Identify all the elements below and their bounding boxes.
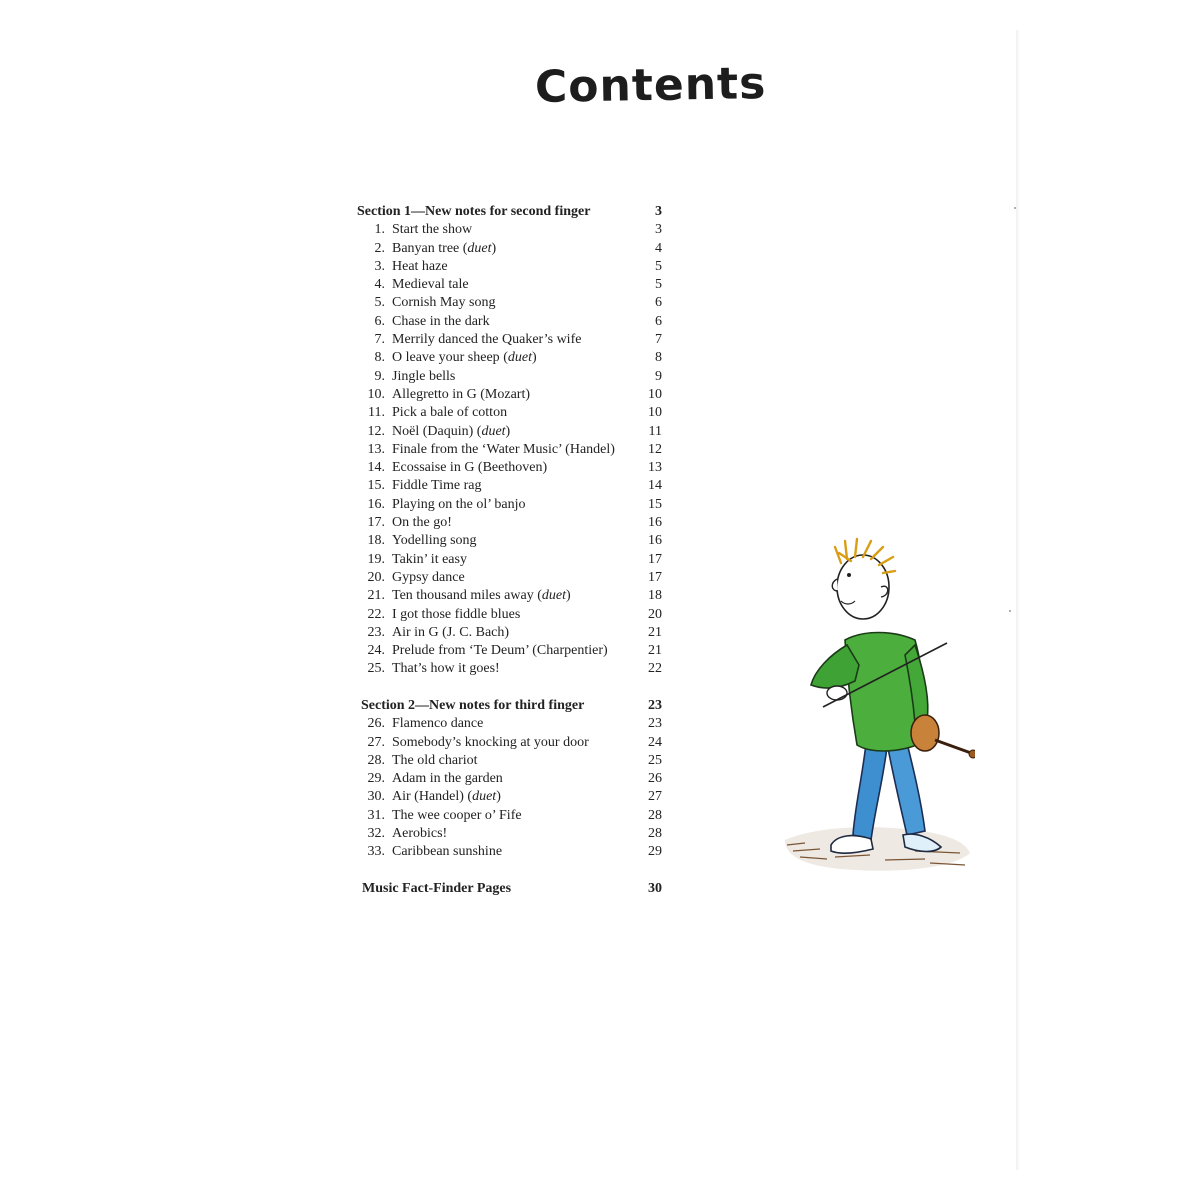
toc-entry (357, 624, 667, 642)
fact-finder-entry (357, 880, 667, 898)
entry-title (392, 606, 520, 624)
entry-title-text: Fiddle Time rag (392, 478, 482, 494)
entry-title-text: Start the show (392, 222, 473, 238)
entry-number: 19. (367, 551, 385, 567)
entry-number: 8. (374, 350, 385, 366)
entry-title-text: Ecossaise in G (Beethoven) (392, 460, 548, 476)
entry-title-text: Banyan tree (392, 240, 460, 256)
toc-entry (357, 660, 667, 678)
entry-number: 15. (367, 478, 385, 494)
page-title: Contents (534, 57, 767, 114)
entry-title-text: Playing on the ol’ banjo (392, 496, 526, 512)
entry-page: 5 (655, 277, 662, 293)
toc-entry (357, 551, 667, 569)
entry-title (392, 258, 448, 276)
entry-title (392, 459, 547, 477)
entry-number: 18. (367, 533, 385, 549)
toc-entry (357, 221, 667, 239)
toc-entry (357, 642, 667, 660)
entry-title (392, 404, 507, 422)
entry-page: 24 (648, 734, 662, 750)
entry-title-text: Flamenco dance (392, 716, 484, 732)
toc-entry (357, 788, 667, 806)
entry-title-text: Cornish May song (392, 295, 496, 311)
entry-title-text: Somebody’s knocking at your door (392, 734, 589, 750)
toc-entry (357, 368, 667, 386)
entry-page: 23 (648, 716, 662, 732)
entry-title (392, 715, 483, 733)
toc-entry (357, 386, 667, 404)
entry-page: 15 (648, 496, 662, 512)
section-page: 3 (655, 204, 662, 219)
entry-number: 10. (367, 386, 385, 402)
toc-entry (357, 313, 667, 331)
entry-number: 1. (374, 222, 385, 238)
entry-title (392, 331, 581, 349)
entry-page: 17 (648, 569, 662, 585)
entry-number: 27. (367, 734, 385, 750)
entry-page: 17 (648, 551, 662, 567)
toc-entry (357, 349, 667, 367)
bow-arm (811, 645, 859, 688)
entry-page: 8 (655, 350, 662, 366)
entry-page: 11 (648, 423, 662, 439)
entry-page: 20 (648, 606, 662, 622)
fact-finder-title: Music Fact-Finder Pages (362, 880, 512, 896)
section-page: 23 (648, 697, 662, 713)
entry-title (392, 807, 522, 825)
entry-title (392, 734, 589, 752)
entry-number: 24. (367, 643, 385, 659)
toc-entry (357, 294, 667, 312)
nose (832, 579, 838, 591)
entry-title (392, 477, 481, 495)
entry-page: 21 (648, 643, 662, 659)
entry-number: 33. (367, 844, 385, 860)
entry-title-text: That’s how it goes! (392, 661, 500, 677)
entry-title (392, 496, 526, 514)
entry-page: 3 (655, 222, 662, 238)
toc-entry (357, 258, 667, 276)
entry-title-text: Air in G (J. C. Bach) (392, 624, 510, 640)
entry-title-text: Air (Handel) (392, 789, 464, 805)
entry-title (392, 221, 472, 239)
section-heading (357, 203, 667, 221)
entry-number: 22. (367, 606, 385, 622)
toc-entry (357, 514, 667, 532)
entry-title-text: Allegretto in G (Mozart) (392, 386, 531, 402)
entry-title-text: Ten thousand miles away (392, 588, 534, 604)
entry-title-text: O leave your sheep (392, 350, 500, 366)
entry-page: 10 (648, 405, 662, 421)
entry-number: 6. (374, 313, 385, 329)
entry-title (392, 313, 490, 331)
entry-title-text: Takin’ it easy (392, 551, 467, 567)
section-title: Section 1—New notes for second finger (357, 204, 591, 219)
toc-entry (357, 752, 667, 770)
toc-entry (357, 240, 667, 258)
entry-page: 10 (648, 386, 662, 402)
entry-number: 14. (367, 460, 385, 476)
toc-entry (357, 843, 667, 861)
entry-title-text: The old chariot (392, 752, 478, 768)
entry-number: 16. (367, 496, 385, 512)
entry-title-text: On the go! (392, 515, 452, 531)
entry-page: 16 (648, 515, 662, 531)
entry-title-text: Gypsy dance (392, 569, 465, 585)
entry-number: 28. (367, 752, 385, 768)
toc-entry (357, 770, 667, 788)
entry-title (392, 752, 478, 770)
fact-finder-page: 30 (648, 880, 662, 896)
entry-title (392, 294, 495, 312)
eye (847, 573, 851, 577)
entry-page: 18 (648, 588, 662, 604)
toc-entry (357, 587, 667, 605)
entry-title (392, 825, 447, 843)
entry-title (392, 569, 465, 587)
entry-page: 16 (648, 533, 662, 549)
entry-number: 7. (374, 332, 385, 348)
entry-title-text: Caribbean sunshine (392, 844, 503, 860)
entry-number: 12. (367, 423, 385, 439)
entry-title (392, 368, 455, 386)
entry-title-text: I got those fiddle blues (392, 606, 521, 622)
section-heading (357, 697, 667, 715)
entry-title-text: Medieval tale (392, 277, 469, 293)
toc-entry (357, 423, 667, 441)
toc-section (357, 203, 667, 679)
entry-number: 17. (367, 515, 385, 531)
entry-number: 9. (374, 368, 385, 384)
entry-number: 5. (374, 295, 385, 311)
toc-entry (357, 477, 667, 495)
entry-number: 3. (374, 258, 385, 274)
entry-number: 2. (374, 240, 385, 256)
entry-title: Noël (Daquin) (duet) (392, 423, 511, 439)
page-edge (1016, 30, 1019, 1170)
entry-number: 4. (374, 277, 385, 293)
entry-title (392, 386, 530, 404)
toc-entry (357, 734, 667, 752)
toc-entry (357, 532, 667, 550)
entry-title-text: Pick a bale of cotton (392, 405, 508, 421)
entry-title (392, 276, 469, 294)
entry-title-text: The wee cooper o’ Fife (392, 807, 522, 823)
entry-title: O leave your sheep (duet) (392, 350, 537, 366)
entry-number: 29. (367, 771, 385, 787)
entry-number: 21. (367, 588, 385, 604)
entry-title: Air (Handel) (duet) (392, 789, 501, 805)
entry-note: duet (507, 350, 532, 366)
entry-number: 25. (367, 661, 385, 677)
entry-page: 29 (648, 844, 662, 860)
entry-page: 6 (655, 313, 662, 329)
entry-number: 32. (367, 825, 385, 841)
entry-title (392, 770, 503, 788)
entry-page: 28 (648, 825, 662, 841)
entry-page: 28 (648, 807, 662, 823)
toc-entry (357, 807, 667, 825)
entry-page: 7 (655, 332, 662, 348)
entry-number: 30. (367, 789, 385, 805)
toc-entry (357, 715, 667, 733)
toc-section (357, 697, 667, 862)
entry-page: 13 (648, 460, 662, 476)
entry-title-text: Merrily danced the Quaker’s wife (392, 332, 582, 348)
entry-note: duet (481, 423, 506, 439)
toc-entry (357, 496, 667, 514)
entry-page: 14 (648, 478, 662, 494)
entry-note: duet (467, 240, 492, 256)
entry-title (392, 532, 477, 550)
entry-number: 31. (367, 807, 385, 823)
entry-number: 20. (367, 569, 385, 585)
entry-title (392, 624, 509, 642)
table-of-contents (357, 203, 667, 898)
entry-page: 4 (655, 240, 662, 256)
entry-page: 12 (648, 441, 662, 457)
entry-page: 6 (655, 295, 662, 311)
toc-entry (357, 569, 667, 587)
entry-title-text: Chase in the dark (392, 313, 490, 329)
entry-note: duet (472, 789, 497, 805)
entry-page: 5 (655, 258, 662, 274)
entry-title (392, 514, 452, 532)
entry-title-text: Adam in the garden (392, 771, 503, 787)
entry-title-text: Prelude from ‘Te Deum’ (Charpentier) (392, 643, 608, 659)
toc-entry (357, 825, 667, 843)
entry-title (392, 843, 502, 861)
entry-page: 9 (655, 368, 662, 384)
entry-title (392, 660, 500, 678)
violinist-illustration (775, 535, 975, 880)
entry-title-text: Finale from the ‘Water Music’ (Handel) (392, 441, 615, 457)
entry-title-text: Jingle bells (392, 368, 456, 384)
entry-number: 11. (368, 405, 385, 421)
entry-number: 26. (367, 716, 385, 732)
entry-number: 13. (367, 441, 385, 457)
toc-entry (357, 404, 667, 422)
entry-page: 26 (648, 771, 662, 787)
entry-title (392, 551, 467, 569)
entry-note: duet (541, 588, 566, 604)
hand (827, 686, 847, 700)
section-title: Section 2—New notes for third finger (361, 697, 585, 713)
entry-page: 21 (648, 624, 662, 640)
entry-title: Banyan tree (duet) (392, 240, 497, 256)
entry-title-text: Aerobics! (392, 825, 448, 841)
left-shoe (831, 836, 873, 854)
entry-page: 25 (648, 752, 662, 768)
toc-entry (357, 459, 667, 477)
entry-title-text: Heat haze (392, 258, 448, 274)
entry-title (392, 642, 608, 660)
toc-entry (357, 276, 667, 294)
scan-speck (1014, 207, 1016, 209)
entry-title (392, 441, 615, 459)
entry-title-text: Yodelling song (392, 533, 477, 549)
entry-page: 22 (648, 661, 662, 677)
entry-title-text: Noël (Daquin) (392, 423, 474, 439)
scan-speck (1009, 610, 1011, 612)
toc-entry (357, 441, 667, 459)
toc-entry (357, 606, 667, 624)
entry-number: 23. (367, 624, 385, 640)
entry-page: 27 (648, 789, 662, 805)
entry-title: Ten thousand miles away (duet) (392, 588, 571, 604)
toc-entry (357, 331, 667, 349)
violin (911, 715, 975, 758)
